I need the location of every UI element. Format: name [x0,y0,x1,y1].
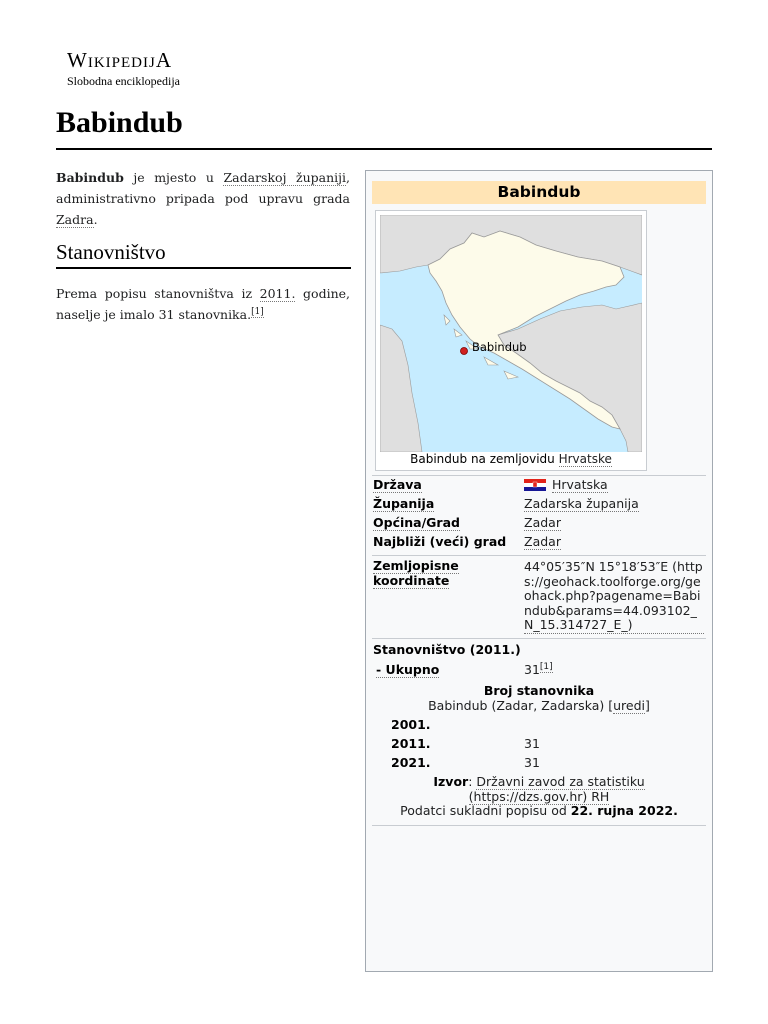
infobox-divider [372,475,706,476]
census-sub-text: Babindub (Zadar, Zadarska) [ [428,698,614,713]
lead-paragraph [56,167,350,230]
croatia-map-image [380,215,642,452]
infobox-title: Babindub [372,181,706,204]
label-ukupno-text: - Ukupno [376,662,440,677]
lead-text-3: . [93,212,98,227]
value-ukupno-number: 31 [524,662,540,677]
infobox-divider [372,638,706,639]
census-note [372,803,706,818]
link-zadarska-zupanija[interactable]: Zadarskoj županiji [223,170,347,185]
label-koordinate[interactable] [373,559,459,588]
coordinates-link[interactable]: 44°05′35″N 15°18′53″E (https://geohack.toolforge.org/geohack.php?pagename=Babindub&params=44.093102_N_15.314727_E_) [524,559,703,632]
link-hrvatske[interactable]: Hrvatske [558,452,612,466]
pop-text-1: Prema popisu stanovništva iz [56,286,260,301]
location-map[interactable] [375,210,647,471]
population-paragraph [56,283,350,325]
reference-link-1[interactable]: [1] [251,306,264,317]
lead-bold-name: Babindub [56,170,124,185]
lead-text-1: je mjesto u [123,170,224,185]
map-caption [376,452,646,466]
map-caption-text: Babindub na zemljovidu [410,452,559,466]
link-2011[interactable]: 2011. [259,286,296,301]
population-heading: Stanovništvo (2011.) [373,642,521,657]
page-title: Babindub [56,106,183,139]
wikipedia-logo[interactable] [67,48,180,89]
census-sub-bracket: ] [645,698,650,713]
edit-link[interactable]: uredi [613,698,645,713]
census-note-text: Podatci sukladni popisu od [400,803,571,818]
census-year-2011: 2011. [391,736,431,751]
infobox-divider [372,555,706,556]
census-heading: Broj stanovnika [483,683,595,698]
value-zupanija [524,496,639,511]
croatia-flag-icon [524,479,546,491]
label-najblizi-grad: Najbliži (veći) grad [373,534,507,549]
value-ukupno [524,662,553,677]
title-divider [56,148,712,150]
census-subheading [372,698,706,713]
census-source [406,775,672,804]
link-dzs[interactable]: Državni zavod za statistiku (https://dzs.gov.hr) RH [468,774,645,804]
section-heading-stanovnistvo: Stanovništvo [56,240,166,264]
reference-link-1-infobox[interactable]: [1] [539,661,553,672]
census-year-2021: 2021. [391,755,431,770]
logo-wordmark: WIKIPEDIJA [67,48,172,72]
label-ukupno [376,662,439,677]
census-year-2001: 2001. [391,717,431,732]
label-drzava[interactable]: Država [373,477,422,492]
label-koordinate-line2: koordinate [373,572,450,588]
source-colon: : [468,774,477,789]
census-note-date: 22. rujna 2022. [570,803,678,818]
link-zadar-opcina[interactable]: Zadar [524,515,561,530]
lead-text-2: , administrativno pripada pod upravu grada [56,170,350,206]
census-value-2011: 31 [524,736,540,751]
source-label: Izvor [433,774,469,789]
value-opcina-grad [524,515,561,530]
census-value-2021: 31 [524,755,540,770]
link-zadar[interactable]: Zadra [56,212,94,227]
pop-text-2: godine, naselje je imalo 31 stanovnika. [56,286,350,322]
value-drzava [524,477,608,492]
logo-tagline: Slobodna enciklopedija [67,74,180,88]
map-marker [461,348,468,355]
link-hrvatska[interactable]: Hrvatska [552,477,608,492]
link-zadar-najblizi[interactable]: Zadar [524,534,561,549]
link-zadarska-zupanija-infobox[interactable]: Zadarska županija [524,496,639,511]
value-najblizi-grad [524,534,561,549]
section-divider [56,267,351,269]
label-koordinate-line1: Zemljopisne [373,558,459,573]
label-opcina-grad[interactable]: Općina/Grad [373,515,460,530]
label-zupanija[interactable]: Županija [373,496,435,511]
infobox [365,170,713,972]
infobox-divider [372,825,706,826]
map-marker-label: Babindub [472,340,527,354]
